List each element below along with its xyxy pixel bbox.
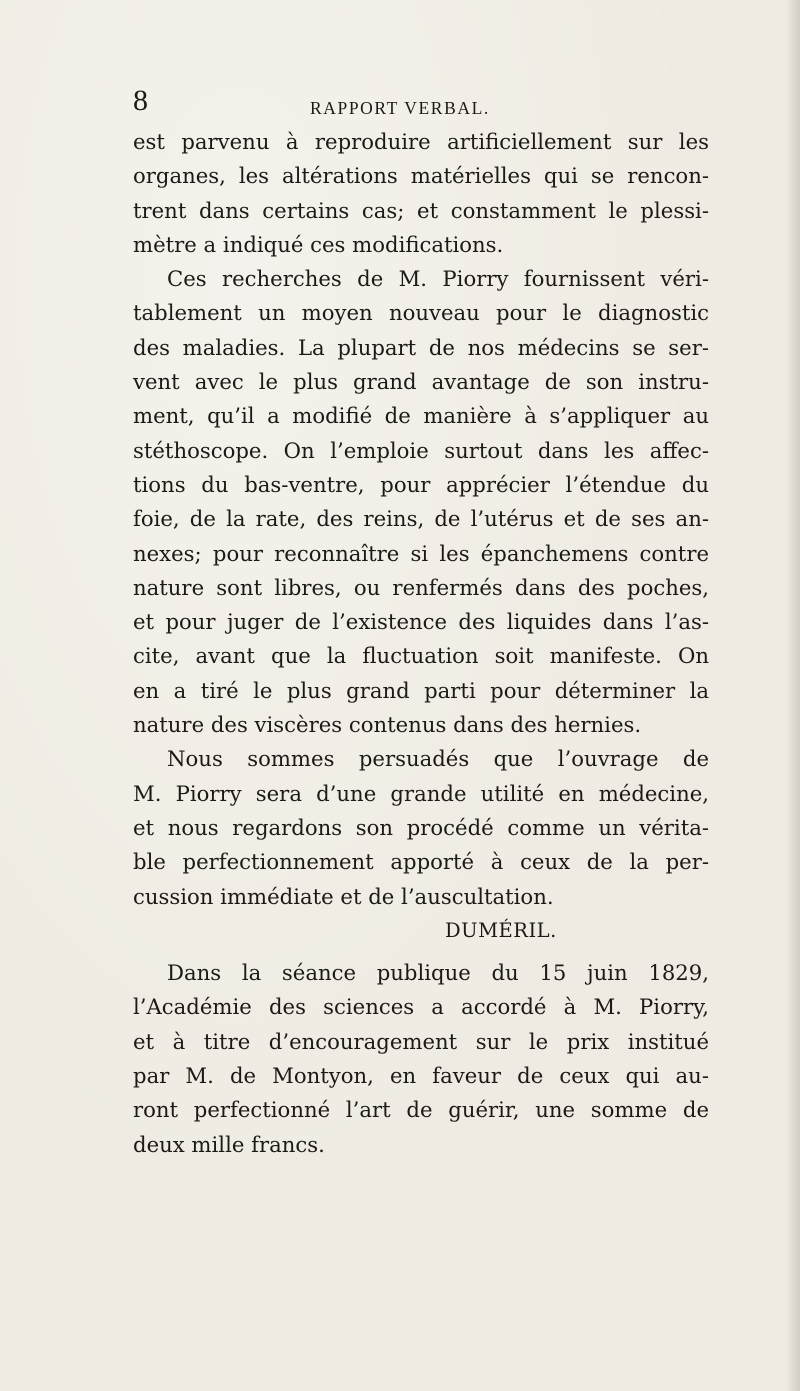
text-line: nature sont libres, ou renfermés dans des poches,	[133, 574, 709, 600]
text-line: M. Piorry sera d’une grande utilité en médecine,	[133, 780, 709, 806]
section-gap	[133, 948, 709, 956]
text-line: Ces recherches de M. Piorry fournissent véri-	[167, 266, 709, 292]
text-line: cite, avant que la fluctuation soit manifeste. On	[133, 643, 709, 669]
text-line: organes, les altérations matérielles qui se rencon-	[133, 163, 709, 189]
text-line: ble perfectionnement apporté à ceux de la per-	[133, 849, 709, 875]
text-line: ment, qu’il a modifié de manière à s’appliquer au	[133, 403, 709, 429]
text-line: ront perfectionné l’art de guérir, une somme de	[133, 1097, 709, 1123]
body-text	[133, 125, 709, 1162]
running-head: RAPPORT VERBAL.	[310, 98, 490, 118]
text-line: par M. de Montyon, en faveur de ceux qui au-	[133, 1063, 709, 1089]
text-line: mètre a indiqué ces modifications.	[133, 231, 504, 257]
signature: DUMÉRIL.	[445, 918, 557, 942]
text-line: tablement un moyen nouveau pour le diagnostic	[133, 300, 709, 326]
text-line: Dans la séance publique du 15 juin 1829,	[167, 960, 709, 986]
text-line: et à titre d’encouragement sur le prix institué	[133, 1028, 709, 1054]
text-line: Nous sommes persuadés que l’ouvrage de	[167, 746, 709, 772]
text-line: vent avec le plus grand avantage de son instru-	[133, 369, 709, 395]
text-line: nexes; pour reconnaître si les épanchemens contre	[133, 540, 709, 566]
text-line: cussion immédiate et de l’auscultation.	[133, 883, 554, 909]
text-line: trent dans certains cas; et constamment le plessi-	[133, 197, 709, 223]
page-header	[133, 86, 709, 126]
text-line: est parvenu à reproduire artificiellement sur les	[133, 129, 709, 154]
page-edge-shadow	[786, 0, 800, 1391]
text-line: nature des viscères contenus dans des hernies.	[133, 712, 642, 738]
text-line: en a tiré le plus grand parti pour déterminer la	[133, 677, 709, 703]
text-line: l’Académie des sciences a accordé à M. Piorry,	[133, 994, 709, 1020]
page-number: 8	[133, 84, 148, 117]
text-line: tions du bas-ventre, pour apprécier l’étendue du	[133, 471, 709, 497]
text-line: deux mille francs.	[133, 1131, 325, 1157]
text-line: stéthoscope. On l’emploie surtout dans les affec-	[133, 437, 709, 463]
text-line: foie, de la rate, des reins, de l’utérus et de ses an-	[133, 506, 709, 532]
text-line: et pour juger de l’existence des liquides dans l’as-	[133, 609, 709, 635]
text-line: des maladies. La plupart de nos médecins se ser-	[133, 334, 709, 360]
text-line: et nous regardons son procédé comme un vérita-	[133, 814, 709, 840]
